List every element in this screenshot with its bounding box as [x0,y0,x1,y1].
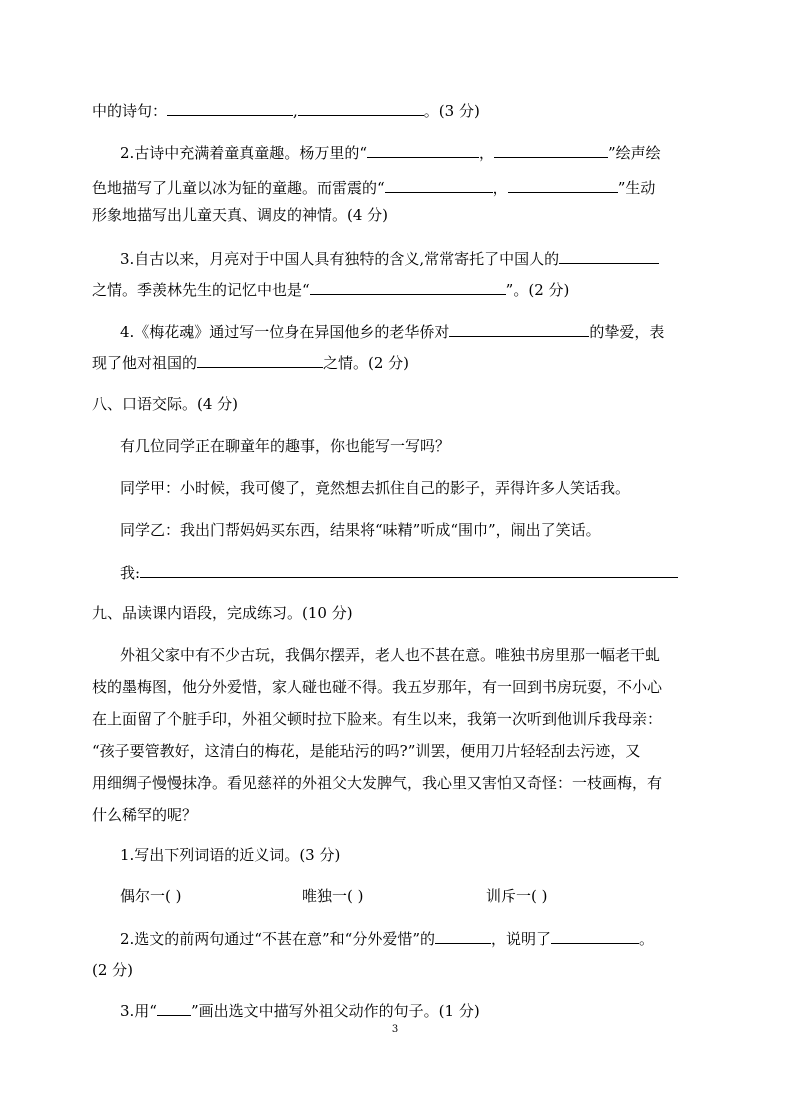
synonym-item-1[interactable]: 偶尔一( ) [120,887,182,905]
line-1: 中的诗句： , 。(3 分) [92,102,480,120]
classmate-b: 同学乙：我出门帮妈妈买东西，结果将“味精”听成“围巾”，闹出了笑话。 [120,521,601,539]
question-2-line-2: 色地描写了儿童以冰为钲的童趣。而雷震的“ ， ”生动 [92,179,656,197]
answer-blank[interactable] [310,279,506,295]
synonym-item-2[interactable]: 唯独一( ) [302,887,364,905]
answer-blank[interactable] [551,928,639,944]
question-3-line-2: 之情。季羡林先生的记忆中也是“ ”。(2 分) [92,281,570,299]
page-number: 3 [391,1024,399,1035]
answer-blank[interactable] [508,177,618,193]
section-9-question-2-score: (2 分) [92,961,134,979]
answer-blank[interactable] [385,177,493,193]
answer-blank[interactable] [367,142,479,158]
question-3-line-1: 3.自古以来，月亮对于中国人具有独特的含义,常常寄托了中国人的 [120,248,659,269]
passage-line: 用细绸子慢慢抹净。看见慈祥的外祖父大发脾气，我心里又害怕又奇怪：一枝画梅，有 [92,774,663,792]
synonym-item-3[interactable]: 训斥一( ) [486,887,548,905]
question-2-line-3: 形象地描写出儿童天真、调皮的神情。(4 分) [92,206,389,224]
section-9-question-3: 3.用“ ”画出选文中描写外祖父动作的句子。(1 分) [120,1002,480,1020]
passage-line: “孩子要管教好，这清白的梅花，是能玷污的吗?”训罢，便用刀片轻轻刮去污迹，又 [92,742,641,760]
answer-blank[interactable] [298,100,424,116]
underline-sample [157,1000,191,1016]
passage-line: 枝的墨梅图，他分外爱惜，家人碰也碰不得。我五岁那年，有一回到书房玩耍，不小心 [92,678,663,696]
my-answer-line: 我: [120,562,678,583]
answer-blank[interactable] [167,100,293,116]
question-2-line-1: 2.古诗中充满着童真童趣。杨万里的“ ， ”绘声绘 [120,144,661,162]
answer-blank[interactable] [494,142,608,158]
answer-blank[interactable] [435,928,491,944]
classmate-a: 同学甲：小时候，我可傻了，竟然想去抓住自己的影子，弄得许多人笑话我。 [120,479,631,497]
section-8-prompt: 有几位同学正在聊童年的趣事，你也能写一写吗？ [120,437,451,455]
answer-blank[interactable] [449,321,589,337]
passage-line: 在上面留了个脏手印，外祖父顿时拉下脸来。有生以来，我第一次听到他训斥我母亲： [92,710,663,728]
question-4-line-1: 4.《梅花魂》通过写一位身在异国他乡的老华侨对 的挚爱，表 [120,323,665,341]
section-9-heading: 九、品读课内语段，完成练习。(10 分) [92,604,353,622]
passage-line: 外祖父家中有不少古玩，我偶尔摆弄，老人也不甚在意。唯独书房里那一幅老干虬 [120,646,661,664]
passage-line: 什么稀罕的呢？ [92,806,198,824]
section-9-question-1: 1.写出下列词语的近义词。(3 分) [120,846,341,864]
answer-blank[interactable] [140,562,678,578]
question-4-line-2: 现了他对祖国的 之情。(2 分) [92,354,410,372]
answer-blank[interactable] [197,352,323,368]
section-9-question-2: 2.选文的前两句通过“不甚在意”和“分外爱惜”的 ，说明了 。 [120,930,655,948]
answer-blank[interactable] [559,248,659,264]
section-8-heading: 八、口语交际。(4 分) [92,395,239,413]
